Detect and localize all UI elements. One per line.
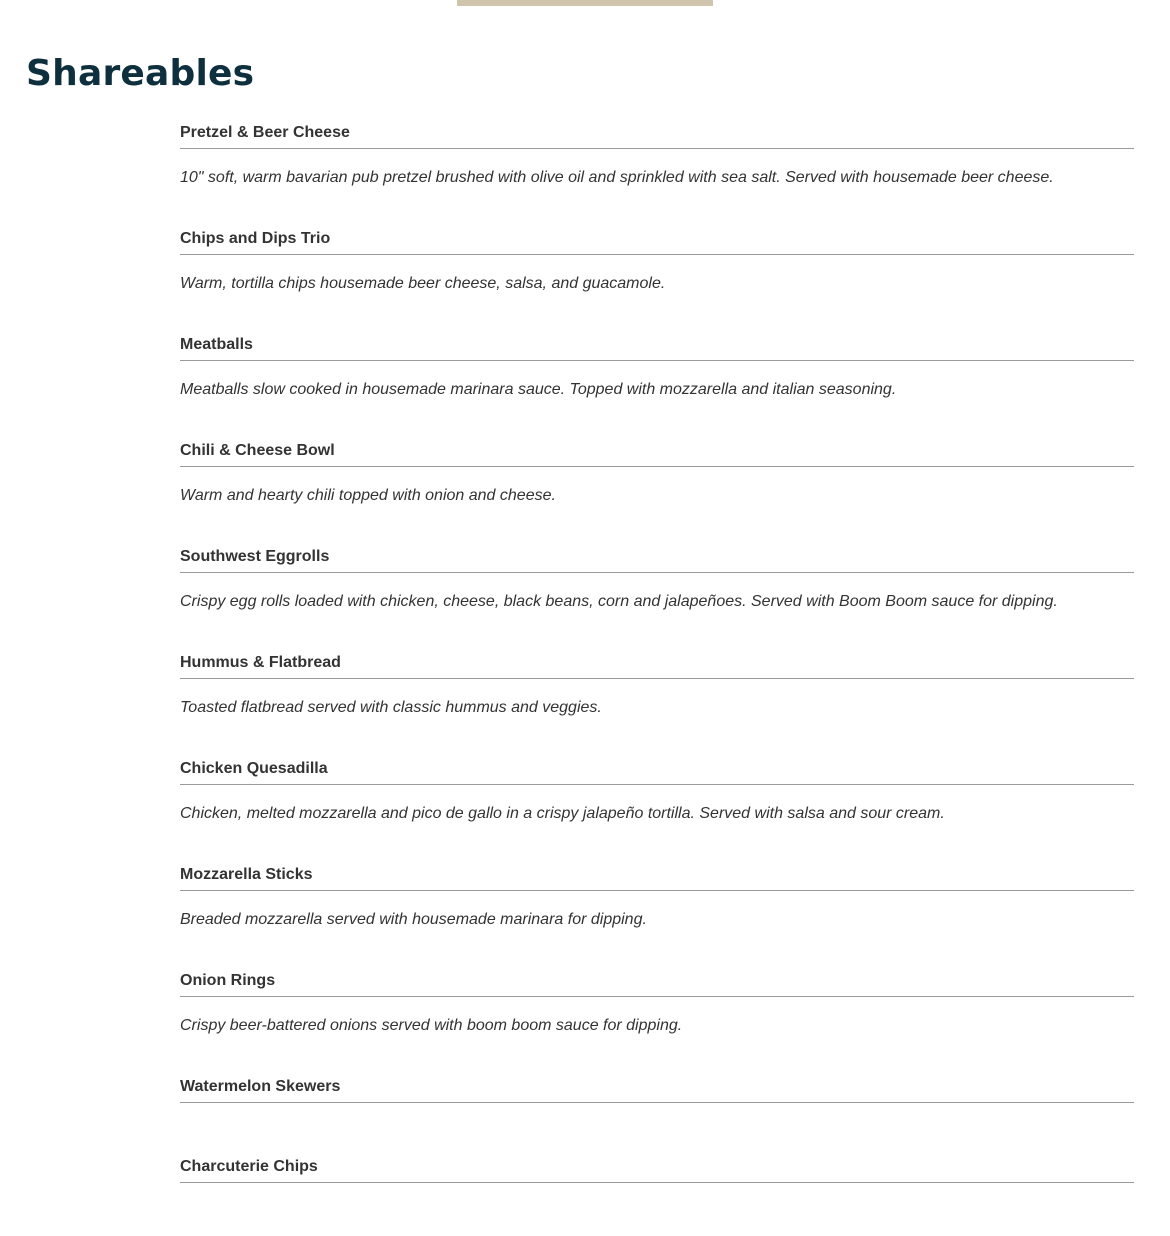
menu-item-name: Charcuterie Chips: [180, 1158, 318, 1175]
menu-item-description: Crispy beer-battered onions served with boom boom sauce for dipping.: [180, 1017, 683, 1034]
divider: [180, 784, 1134, 785]
menu-item-description: Toasted flatbread served with classic hummus and veggies.: [180, 699, 602, 716]
menu-item-description: Crispy egg rolls loaded with chicken, cheese, black beans, corn and jalapeñoes. Served with Boom Boom sauce for dipping.: [180, 593, 1058, 610]
menu-item: [180, 864, 1134, 970]
menu-item-description: Breaded mozzarella served with housemade marinara for dipping.: [180, 911, 647, 928]
menu-item-name: Chips and Dips Trio: [180, 230, 331, 247]
menu-item-name: Onion Rings: [180, 972, 276, 989]
menu-item: [180, 546, 1134, 652]
menu-item: [180, 970, 1134, 1076]
menu-item: [180, 440, 1134, 546]
menu-item: [180, 652, 1134, 758]
top-tab-indicator: [457, 0, 713, 6]
menu-item: [180, 334, 1134, 440]
menu-item-name: Chicken Quesadilla: [180, 760, 328, 777]
divider: [180, 148, 1134, 149]
menu-item: [180, 758, 1134, 864]
menu-item-name: Pretzel & Beer Cheese: [180, 124, 350, 141]
divider: [180, 890, 1134, 891]
menu-item-description: 10" soft, warm bavarian pub pretzel brushed with olive oil and sprinkled with sea salt. Served with housemade beer cheese.: [180, 169, 1054, 186]
divider: [180, 1182, 1134, 1183]
menu-item-description: Meatballs slow cooked in housemade marinara sauce. Topped with mozzarella and italian seasoning.: [180, 381, 897, 398]
menu-item-description: Warm, tortilla chips housemade beer cheese, salsa, and guacamole.: [180, 275, 666, 292]
menu-item-name: Mozzarella Sticks: [180, 866, 313, 883]
menu-item-name: Hummus & Flatbread: [180, 654, 341, 671]
section-title: Shareables: [26, 53, 255, 94]
menu-item-description: Chicken, melted mozzarella and pico de gallo in a crispy jalapeño tortilla. Served with salsa and sour cream.: [180, 805, 945, 822]
divider: [180, 996, 1134, 997]
divider: [180, 678, 1134, 679]
menu-item: [180, 1156, 1134, 1236]
menu-item-name: Southwest Eggrolls: [180, 548, 330, 565]
menu-item: [180, 122, 1134, 228]
divider: [180, 1102, 1134, 1103]
menu-item: [180, 228, 1134, 334]
menu-item-name: Meatballs: [180, 336, 253, 353]
divider: [180, 466, 1134, 467]
menu-item-name: Watermelon Skewers: [180, 1078, 341, 1095]
menu-list: [180, 122, 1134, 1236]
divider: [180, 572, 1134, 573]
divider: [180, 360, 1134, 361]
menu-item-name: Chili & Cheese Bowl: [180, 442, 335, 459]
menu-item-description: Warm and hearty chili topped with onion and cheese.: [180, 487, 556, 504]
divider: [180, 254, 1134, 255]
menu-item: [180, 1076, 1134, 1156]
